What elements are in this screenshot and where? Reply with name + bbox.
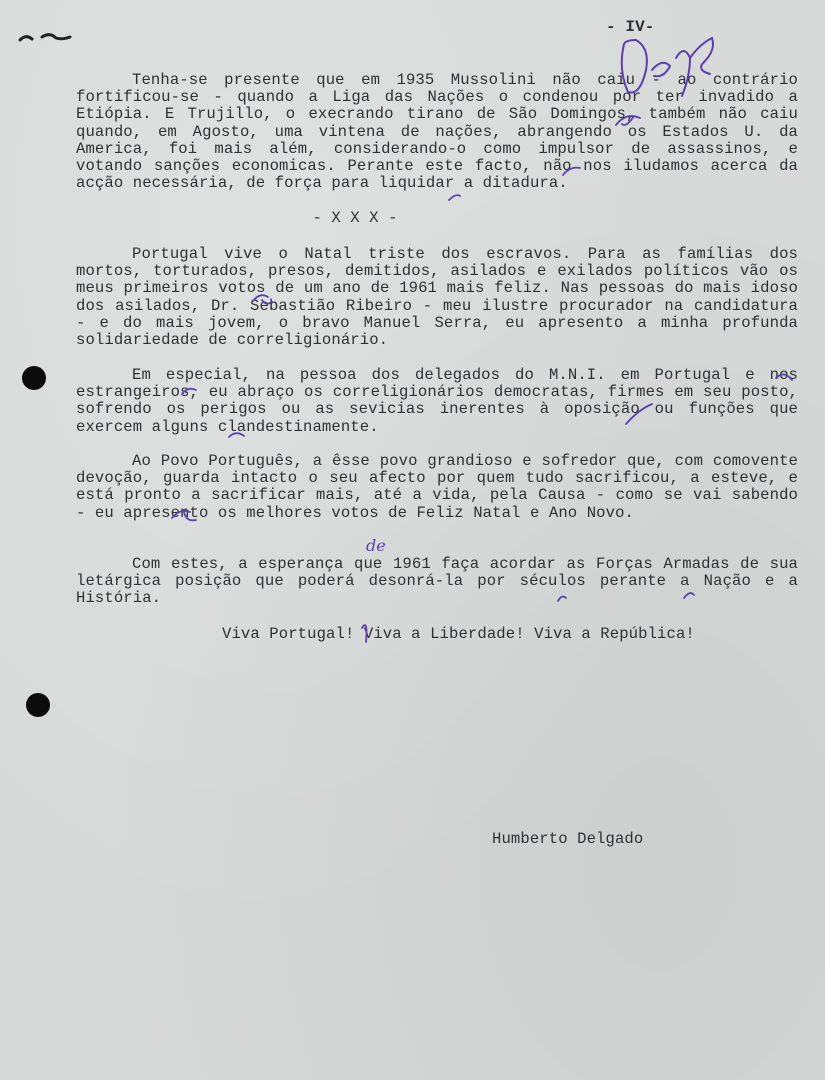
- signature-name: Humberto Delgado: [492, 830, 644, 848]
- paragraph-natal: [76, 246, 798, 349]
- closing-salutation: Viva Portugal! Viva a Liberdade! Viva a República!: [222, 625, 695, 643]
- ink-smudge-mark: [18, 28, 74, 48]
- paragraph-text: Em especial, na pessoa dos delegados do M.N.I. em Portugal e nos estrangeiros, eu abraço os correligionários democratas, firmes em seu posto, sofrendo os perigos ou as sevicias inerentes à oposição ou funções que exercem alguns clandestinamente.: [76, 366, 798, 436]
- paragraph-text: Tenha-se presente que em 1935 Mussolini não caiu - ao contrário fortificou-se - quando a Liga das Nações o condenou por ter invadido a Etiópia. E Trujillo, o execrando tirano de São Domingos, também não caiu quando, em Agosto, uma vintena de nações, abrangendo os Estados U. da America, foi mais além, considerando-o como impulsor de assassinos, e votando sanções economicas. Perante este facto, não nos iludamos acerca da acção necessária, de força para liquidar a ditadura.: [76, 71, 798, 193]
- handwritten-insert: de: [366, 536, 386, 555]
- paragraph-text: Com estes, a esperança que 1961 faça acordar as Forças Armadas de sua letárgica posição que poderá desonrá-la por séculos perante a Nação e a História.: [76, 555, 798, 608]
- paragraph-forcas-armadas: [76, 556, 798, 608]
- page-number: - IV-: [606, 18, 655, 36]
- paragraph-delegados: [76, 367, 798, 436]
- paragraph-text: Ao Povo Português, a êsse povo grandioso e sofredor que, com comovente devoção, guarda intacto o seu afecto por quem tudo sacrificou, a esteve, e está pronto a sacrificar mais, até a vida, pela Causa - como se vai sabendo - eu apresento os melhores votos de Feliz Natal e Ano Novo.: [76, 452, 798, 522]
- punch-hole: [22, 366, 46, 390]
- section-separator: - X X X -: [312, 209, 398, 227]
- punch-hole: [26, 693, 50, 717]
- paragraph-povo-portugues: [76, 453, 798, 522]
- paragraph-mussolini-trujillo: [76, 72, 798, 192]
- paragraph-text: Portugal vive o Natal triste dos escravos. Para as famílias dos mortos, torturados, presos, demitidos, asilados e exilados políticos vão os meus primeiros votos de um ano de 1961 mais feliz. Nas pessoas do mais idoso dos asilados, Dr. Sebastião Ribeiro - meu ilustre procurador na candidatura - e do mais jovem, o bravo Manuel Serra, eu apresento a minha profunda solidariedade de correligionário.: [76, 245, 798, 350]
